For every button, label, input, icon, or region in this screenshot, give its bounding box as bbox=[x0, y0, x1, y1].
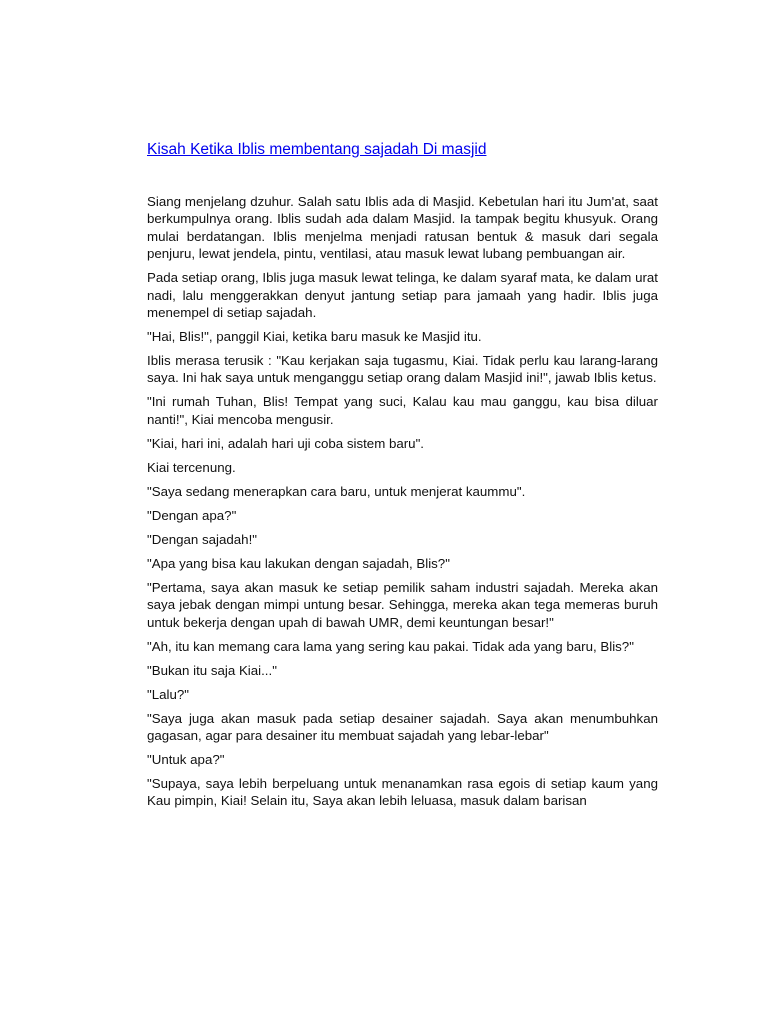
article-title-link[interactable]: Kisah Ketika Iblis membentang sajadah Di masjid bbox=[147, 141, 487, 158]
paragraph: "Saya juga akan masuk pada setiap desainer sajadah. Saya akan menumbuhkan gagasan, agar para desainer itu membuat sajadah yang lebar-lebar" bbox=[147, 710, 658, 744]
paragraph: Kiai tercenung. bbox=[147, 459, 236, 475]
paragraph: Iblis merasa terusik : "Kau kerjakan saja tugasmu, Kiai. Tidak perlu kau larang-larang saya. Ini hak saya untuk menganggu setiap orang dalam Masjid ini!", jawab Iblis ketus. bbox=[147, 353, 658, 386]
paragraph: "Pertama, saya akan masuk ke setiap pemilik saham industri sajadah. Mereka akan saya jebak dengan mimpi untung besar. Sehingga, mereka akan tega memeras buruh untuk bekerja dengan upah di bawah UMR, demi keuntungan besar!" bbox=[147, 579, 658, 630]
paragraph: "Hai, Blis!", panggil Kiai, ketika baru masuk ke Masjid itu. bbox=[147, 329, 482, 345]
article-body bbox=[147, 193, 658, 816]
paragraph: "Dengan apa?" bbox=[147, 507, 237, 523]
paragraph: "Supaya, saya lebih berpeluang untuk menanamkan rasa egois di setiap kaum yang Kau pimpin, Kiai! Selain itu, Saya akan lebih leluasa, masuk dalam barisan bbox=[147, 776, 658, 809]
paragraph: Siang menjelang dzuhur. Salah satu Iblis ada di Masjid. Kebetulan hari itu Jum'at, saat berkumpulnya orang. Iblis sudah ada dalam Masjid. Ia tampak begitu khusyuk. Orang mulai berdatangan. Iblis menjelma menjadi ratusan bentuk & masuk dari segala penjuru, lewat jendela, pintu, ventilasi, atau masuk lewat lubang pembuangan air. bbox=[147, 194, 658, 262]
paragraph: "Dengan sajadah!" bbox=[147, 531, 257, 547]
paragraph: "Ini rumah Tuhan, Blis! Tempat yang suci, Kalau kau mau ganggu, kau bisa diluar nanti!", Kiai mencoba mengusir. bbox=[147, 394, 658, 427]
paragraph: "Bukan itu saja Kiai..." bbox=[147, 662, 277, 678]
paragraph: "Kiai, hari ini, adalah hari uji coba sistem baru". bbox=[147, 435, 424, 451]
paragraph: Pada setiap orang, Iblis juga masuk lewat telinga, ke dalam syaraf mata, ke dalam urat nadi, lalu menggerakkan denyut jantung setiap para jamaah yang hadir. Iblis juga menempel di setiap sajadah. bbox=[147, 270, 658, 321]
paragraph: "Ah, itu kan memang cara lama yang sering kau pakai. Tidak ada yang baru, Blis?" bbox=[147, 638, 634, 654]
paragraph: "Apa yang bisa kau lakukan dengan sajadah, Blis?" bbox=[147, 555, 450, 571]
paragraph: "Lalu?" bbox=[147, 686, 189, 702]
paragraph: "Untuk apa?" bbox=[147, 752, 225, 768]
paragraph: "Saya sedang menerapkan cara baru, untuk menjerat kaummu". bbox=[147, 483, 526, 499]
